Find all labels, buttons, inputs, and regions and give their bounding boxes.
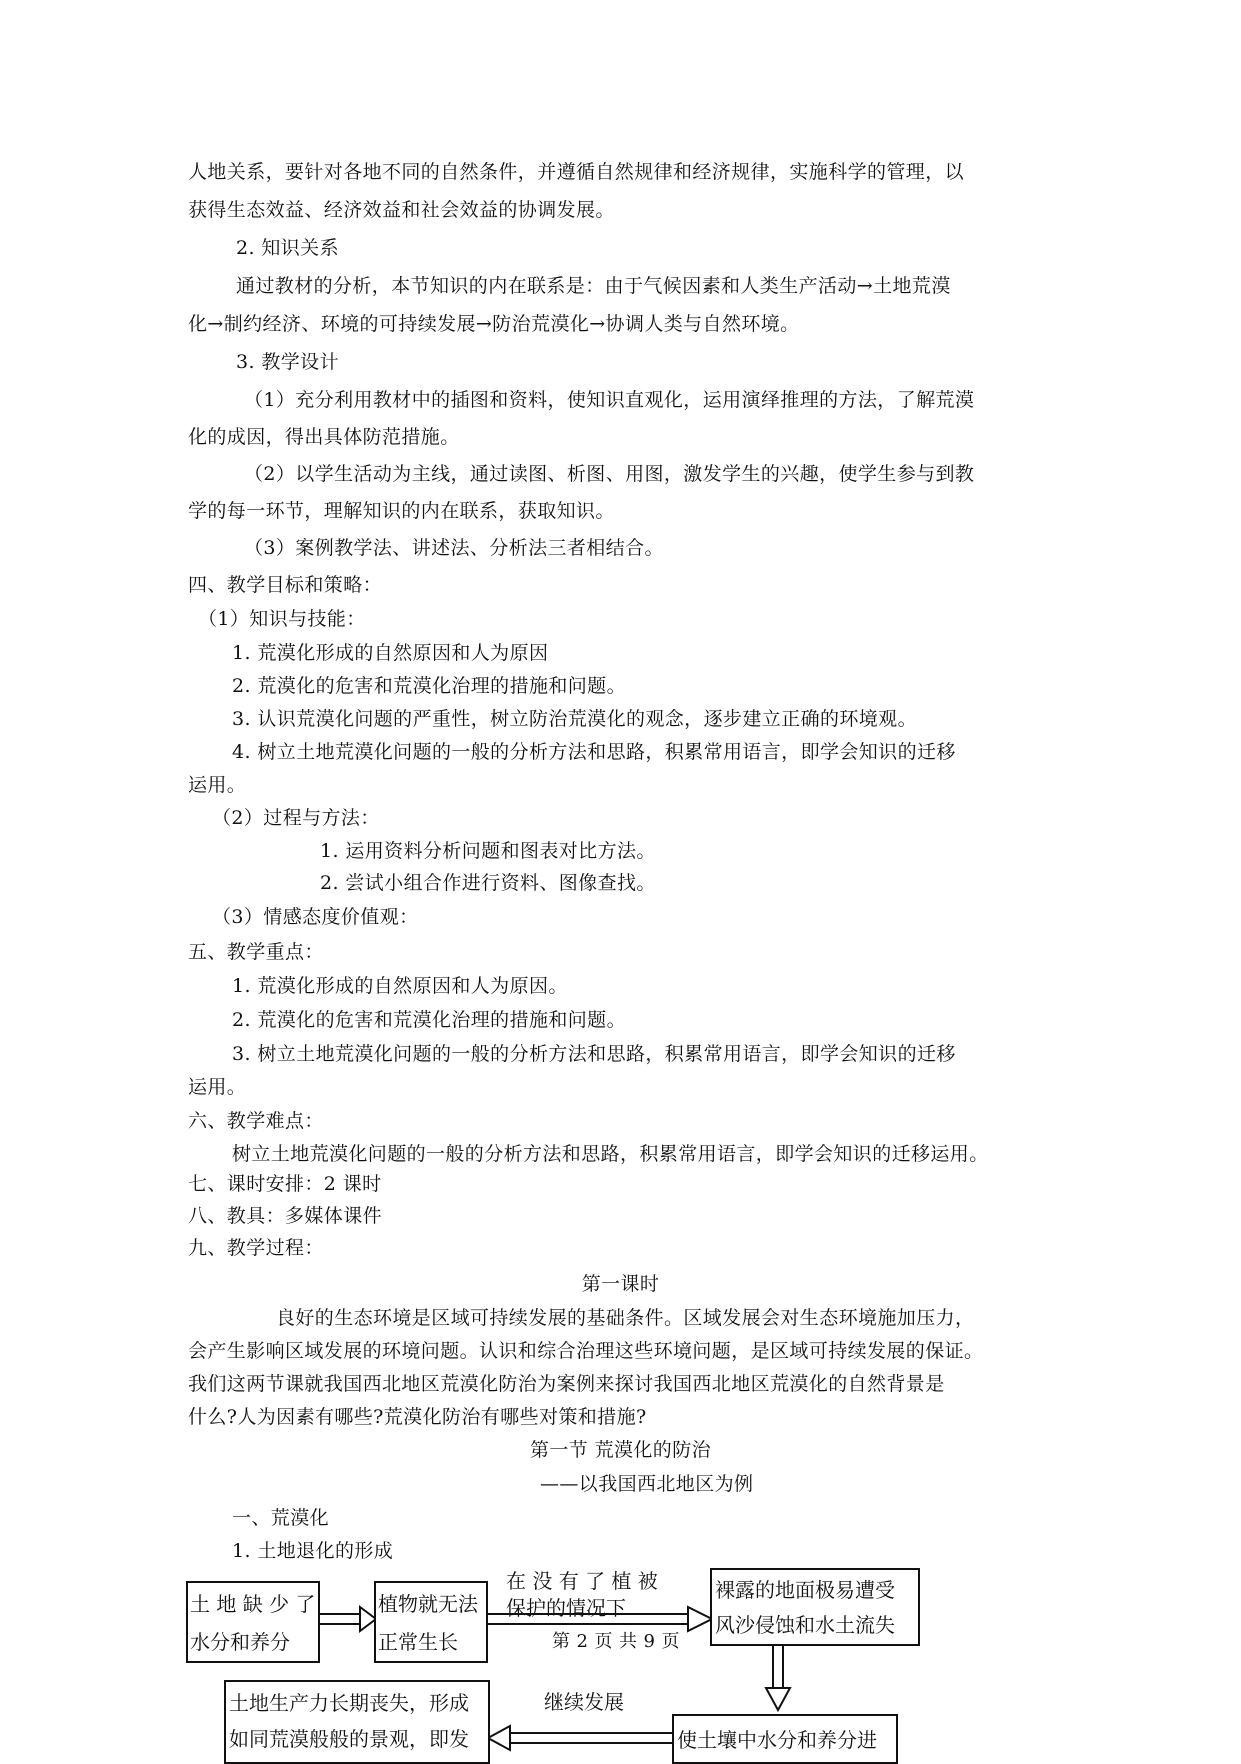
section-heading: 七、课时安排：2 课时 xyxy=(188,1173,382,1195)
text-line: （1）知识与技能： xyxy=(198,608,366,630)
section-subtitle: ——以我国西北地区为例 xyxy=(540,1473,754,1495)
text-line: 通过教材的分析，本节知识的内在联系是：由于气候因素和人类生产活动→土地荒漠 xyxy=(236,275,951,297)
text-line: 2. 荒漠化的危害和荒漠化治理的措施和问题。 xyxy=(232,675,626,697)
text-line: 学的每一环节，理解知识的内在联系，获取知识。 xyxy=(188,500,615,522)
flow-box-2 xyxy=(374,1581,488,1663)
flow-box-1 xyxy=(186,1581,320,1663)
flow-box-3 xyxy=(710,1568,920,1646)
text-line: 3. 认识荒漠化问题的严重性，树立防治荒漠化的观念，逐步建立正确的环境观。 xyxy=(232,708,917,730)
flow-box-4-line-2: 如同荒漠般般的景观，即发 xyxy=(229,1727,469,1751)
page-footer: 第 2 页 共 9 页 xyxy=(552,1631,680,1652)
text-line: 2. 荒漠化的危害和荒漠化治理的措施和问题。 xyxy=(232,1009,626,1031)
lesson-title: 第一课时 xyxy=(581,1273,660,1295)
text-line: 良好的生态环境是区域可持续发展的基础条件。区域发展会对生态环境施加压力， xyxy=(276,1307,975,1329)
arrow-box3-to-box5 xyxy=(766,1646,790,1710)
text-line: 化的成因，得出具体防范措施。 xyxy=(188,426,460,448)
text-line: 化→制约经济、环境的可持续发展→防治荒漠化→协调人类与自然环境。 xyxy=(188,313,800,335)
arrow-box5-to-box4 xyxy=(488,1726,672,1750)
flow-box-5-line-1: 使土壤中水分和养分进 xyxy=(677,1728,877,1752)
text-line: 运用。 xyxy=(188,1076,247,1098)
text-line: （2）过程与方法： xyxy=(212,807,380,829)
text-line: 会产生影响区域发展的环境问题。认识和综合治理这些环境问题，是区域可持续发展的保证。 xyxy=(188,1340,984,1362)
text-line: 一、荒漠化 xyxy=(232,1507,330,1529)
arrow-label-line-1: 在 没 有 了 植 被 xyxy=(506,1569,658,1593)
text-line: 1. 土地退化的形成 xyxy=(232,1540,394,1562)
text-line: 1. 运用资料分析问题和图表对比方法。 xyxy=(320,840,656,862)
flow-box-1-line-2: 水分和养分 xyxy=(190,1630,290,1654)
flow-box-4-line-1: 土地生产力长期丧失，形成 xyxy=(229,1691,469,1715)
text-line: 3. 教学设计 xyxy=(236,351,339,373)
flow-box-5 xyxy=(672,1714,898,1764)
text-line: 1. 荒漠化形成的自然原因和人为原因。 xyxy=(232,975,568,997)
section-heading: 五、教学重点： xyxy=(188,941,324,963)
text-line: （3）案例教学法、讲述法、分析法三者相结合。 xyxy=(244,537,664,559)
text-line: 树立土地荒漠化问题的一般的分析方法和思路，积累常用语言，即学会知识的迁移运用。 xyxy=(232,1143,989,1165)
flow-box-3-line-2: 风沙侵蚀和水土流失 xyxy=(715,1613,895,1637)
flow-box-2-line-1: 植物就无法 xyxy=(378,1592,478,1616)
text-line: 什么?人为因素有哪些?荒漠化防治有哪些对策和措施? xyxy=(188,1406,647,1428)
flow-box-3-line-1: 裸露的地面极易遭受 xyxy=(715,1578,895,1602)
arrow-box1-to-box2 xyxy=(320,1607,376,1631)
text-line: 2. 知识关系 xyxy=(236,237,339,259)
text-line: （3）情感态度价值观： xyxy=(212,906,419,928)
text-line: 3. 树立土地荒漠化问题的一般的分析方法和思路，积累常用语言，即学会知识的迁移 xyxy=(232,1043,956,1065)
arrow-label-line-2: 保护的情况下 xyxy=(506,1596,626,1620)
flow-middle-label: 继续发展 xyxy=(544,1690,624,1714)
section-heading: 八、教具：多媒体课件 xyxy=(188,1205,383,1227)
text-line: 2. 尝试小组合作进行资料、图像查找。 xyxy=(320,872,656,894)
section-title: 第一节 荒漠化的防治 xyxy=(529,1439,712,1461)
text-line: 获得生态效益、经济效益和社会效益的协调发展。 xyxy=(188,199,615,221)
text-line: 我们这两节课就我国西北地区荒漠化防治为案例来探讨我国西北地区荒漠化的自然背景是 xyxy=(188,1373,945,1395)
section-heading: 四、教学目标和策略： xyxy=(188,574,383,596)
section-heading: 九、教学过程： xyxy=(188,1237,324,1259)
text-line: 运用。 xyxy=(188,774,247,796)
text-line: （1）充分利用教材中的插图和资料，使知识直观化，运用演绎推理的方法，了解荒漠 xyxy=(244,389,975,411)
text-line: 人地关系，要针对各地不同的自然条件，并遵循自然规律和经济规律，实施科学的管理，以 xyxy=(188,161,965,183)
text-line: 4. 树立土地荒漠化问题的一般的分析方法和思路，积累常用语言，即学会知识的迁移 xyxy=(232,741,956,763)
flow-box-2-line-2: 正常生长 xyxy=(378,1630,458,1654)
flow-box-4 xyxy=(224,1680,490,1764)
text-line: （2）以学生活动为主线，通过读图、析图、用图，激发学生的兴趣，使学生参与到教 xyxy=(244,463,975,485)
flow-box-1-line-1: 土 地 缺 少 了 xyxy=(190,1592,316,1616)
text-line: 1. 荒漠化形成的自然原因和人为原因 xyxy=(232,642,549,664)
section-heading: 六、教学难点： xyxy=(188,1110,324,1132)
